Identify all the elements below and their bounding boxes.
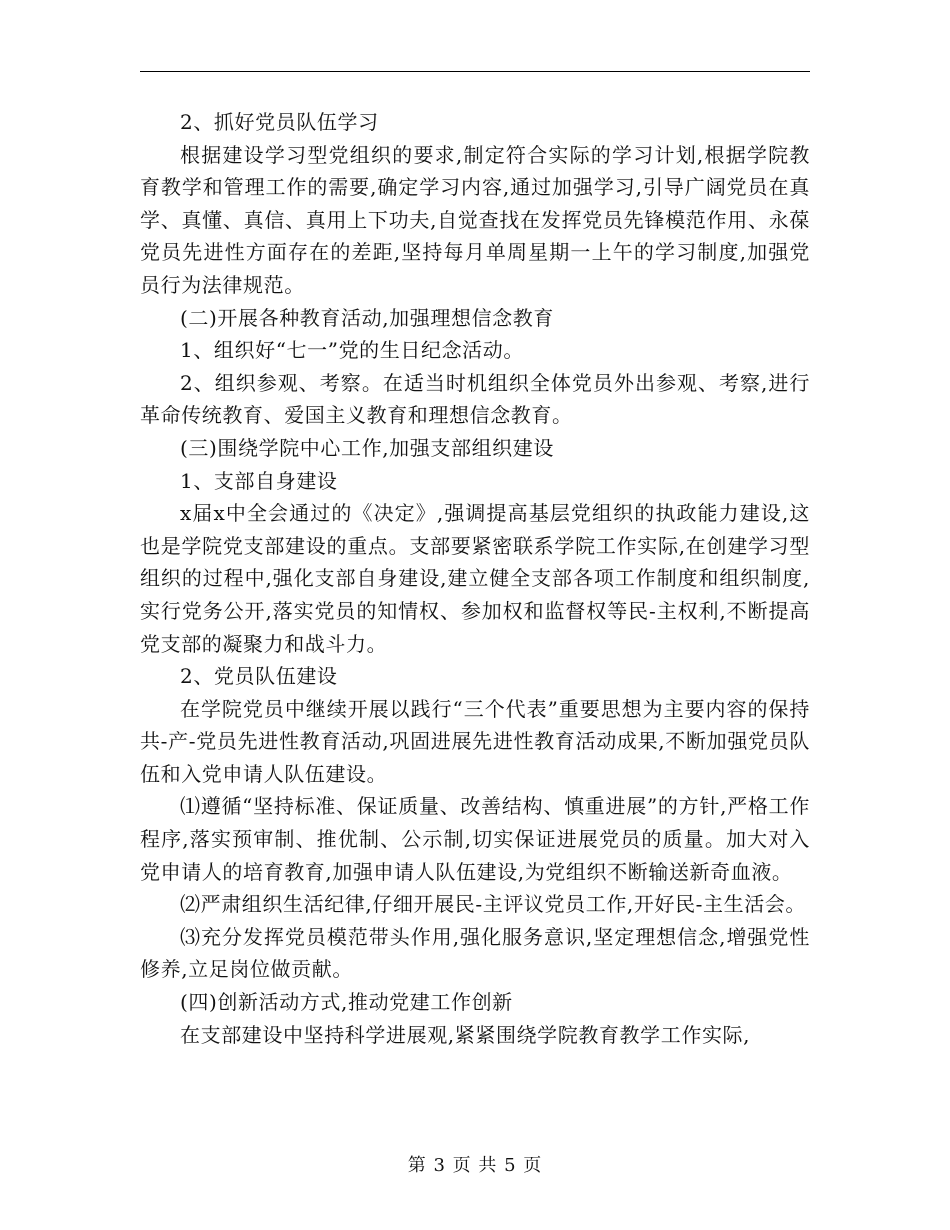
header-rule: [140, 71, 810, 72]
page-number-footer: 第 3 页 共 5 页: [407, 1155, 543, 1176]
list-item: ⑵严肃组织生活纪律,仔细开展民-主评议党员工作,开好民-主生活会。: [180, 892, 807, 917]
section-heading-branch-building: (三)围绕学院中心工作,加强支部组织建设: [180, 435, 554, 460]
list-item: 1、组织好“七一”党的生日纪念活动。: [180, 338, 524, 363]
list-item: ⑴遵循“坚持标准、保证质量、改善结构、慎重进展”的方针,严格工作程序,落实预审制、推优制、公示制,切实保证进展党员的质量。加大对入党申请人的培育教育,加强申请人队伍建设,为党组织不断输送新奇血液。: [140, 794, 810, 884]
body-paragraph: 根据建设学习型党组织的要求,制定符合实际的学习计划,根据学院教育教学和管理工作的需要,确定学习内容,通过加强学习,引导广阔党员在真学、真懂、真信、真用上下功夫,自觉查找在发挥党员先锋模范作用、永葆党员先进性方面存在的差距,坚持每月单周星期一上午的学习制度,加强党员行为法律规范。: [140, 142, 810, 297]
section-heading-education-activities: (二)开展各种教育活动,加强理想信念教育: [180, 305, 554, 330]
list-item: 2、组织参观、考察。在适当时机组织全体党员外出参观、考察,进行革命传统教育、爱国主义教育和理想信念教育。: [140, 370, 810, 428]
body-paragraph: x届x中全会通过的《决定》,强调提高基层党组织的执政能力建设,这也是学院党支部建设的重点。支部要紧密联系学院工作实际,在创建学习型组织的过程中,强化支部自身建设,建立健全支部各项工作制度和组织制度,实行党务公开,落实党员的知情权、参加权和监督权等民-主权利,不断提高党支部的凝聚力和战斗力。: [140, 501, 810, 656]
body-paragraph: 在支部建设中坚持科学进展观,紧紧围绕学院教育教学工作实际,: [180, 1022, 751, 1047]
subheading-member-team-building: 2、党员队伍建设: [180, 664, 338, 689]
body-paragraph: 在学院党员中继续开展以践行“三个代表”重要思想为主要内容的保持共-产-党员先进性教育活动,巩固进展先进性教育活动成果,不断加强党员队伍和入党申请人队伍建设。: [140, 696, 810, 786]
section-heading-party-study: 2、抓好党员队伍学习: [180, 110, 379, 134]
subheading-branch-self-building: 1、支部自身建设: [180, 468, 338, 493]
section-heading-innovation: (四)创新活动方式,推动党建工作创新: [180, 990, 513, 1015]
document-body: [140, 106, 810, 1051]
list-item: ⑶充分发挥党员模范带头作用,强化服务意识,坚定理想信念,增强党性修养,立足岗位做贡献。: [140, 924, 810, 982]
